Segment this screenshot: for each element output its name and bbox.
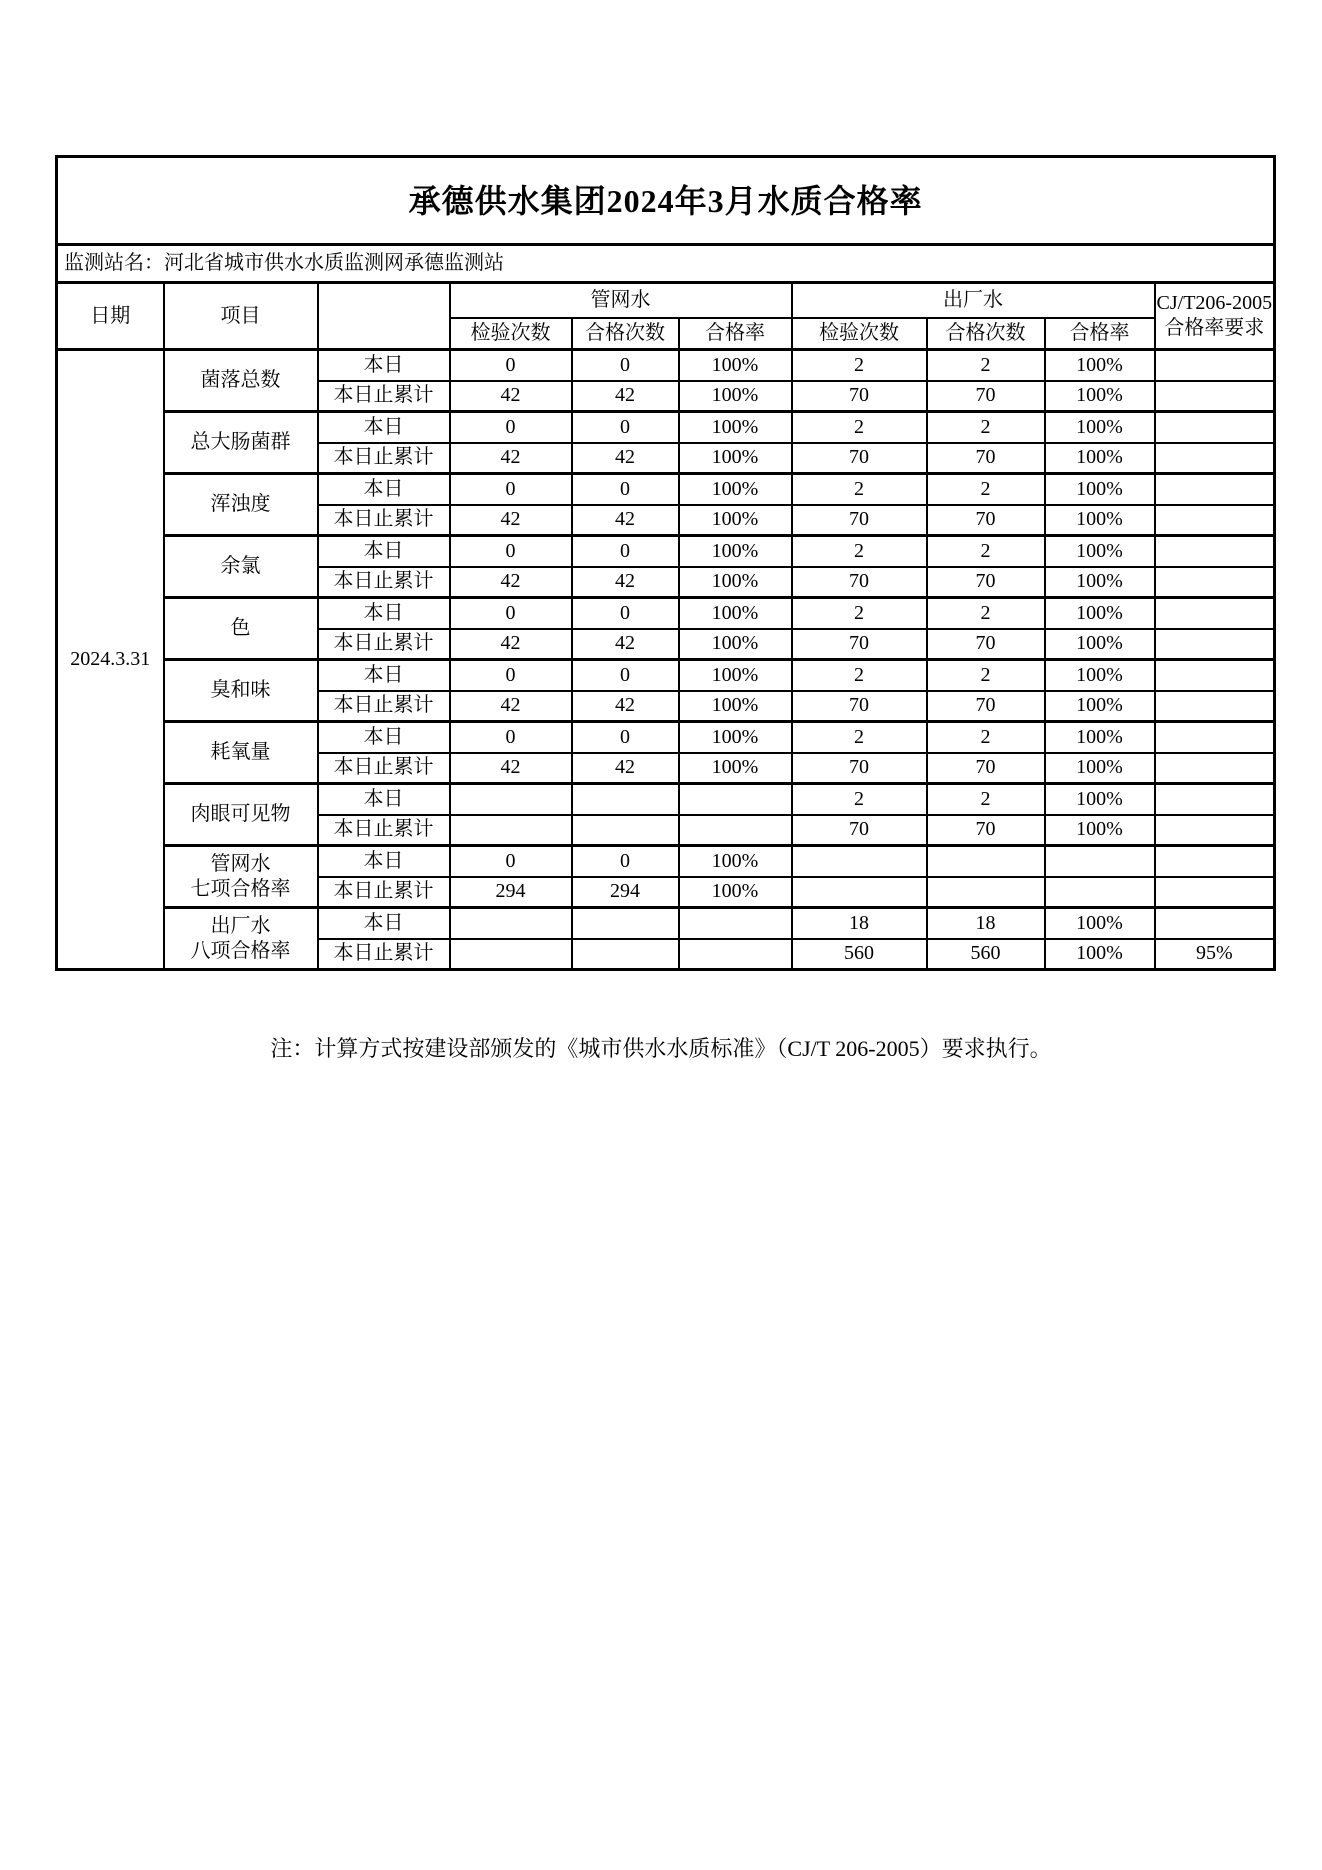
table-row [57,846,1275,877]
value-cell: 0 [572,350,679,381]
item-name: 出厂水 [210,914,271,937]
row-type-cell: 本日止累计 [318,381,450,412]
table-row [57,474,1275,505]
value-cell: 100% [1045,474,1155,505]
item-name: 肉眼可见物 [190,803,291,825]
header-pipe-pass-count: 合格次数 [572,318,679,350]
value-cell: 0 [572,412,679,443]
value-cell: 100% [679,846,792,877]
value-cell: 2 [792,350,927,381]
value-cell [679,784,792,815]
value-cell: 42 [450,443,572,474]
value-cell [792,877,927,908]
value-cell: 100% [679,350,792,381]
title-row [57,157,1275,245]
value-cell [1155,381,1275,412]
value-cell [450,939,572,970]
item-name-cell [164,660,318,722]
value-cell: 2 [927,660,1045,691]
header-row-1 [57,283,1275,318]
value-cell: 100% [1045,722,1155,753]
value-cell: 2 [792,536,927,567]
header-plant-pass-rate: 合格率 [1045,318,1155,350]
header-item: 项目 [164,283,318,350]
value-cell [450,908,572,939]
value-cell: 70 [792,815,927,846]
value-cell: 0 [450,598,572,629]
value-cell: 42 [572,629,679,660]
value-cell: 0 [450,412,572,443]
row-type-cell: 本日 [318,350,450,381]
item-name-cell [164,908,318,970]
row-type-cell: 本日止累计 [318,443,450,474]
value-cell: 100% [1045,660,1155,691]
value-cell [450,815,572,846]
value-cell [1155,722,1275,753]
header-standard [1155,283,1275,350]
value-cell: 100% [679,536,792,567]
value-cell: 100% [679,474,792,505]
value-cell: 2 [927,474,1045,505]
row-type-cell: 本日 [318,536,450,567]
value-cell: 100% [679,629,792,660]
value-cell: 100% [1045,598,1155,629]
value-cell: 100% [1045,412,1155,443]
value-cell [927,846,1045,877]
value-cell: 42 [572,567,679,598]
value-cell: 2 [927,598,1045,629]
date-cell: 2024.3.31 [57,350,164,970]
value-cell: 42 [572,691,679,722]
item-name-cell [164,350,318,412]
value-cell [679,939,792,970]
value-cell: 70 [927,443,1045,474]
row-type-cell: 本日止累计 [318,567,450,598]
row-type-cell: 本日止累计 [318,691,450,722]
item-name-cell [164,474,318,536]
value-cell [1155,815,1275,846]
value-cell: 100% [1045,815,1155,846]
station-row [57,245,1275,283]
item-name: 色 [230,617,251,639]
value-cell: 294 [572,877,679,908]
value-cell: 100% [679,443,792,474]
table-row [57,412,1275,443]
value-cell: 560 [792,939,927,970]
value-cell: 2 [792,412,927,443]
value-cell [1155,474,1275,505]
value-cell: 2 [927,412,1045,443]
value-cell: 100% [1045,908,1155,939]
value-cell [1155,536,1275,567]
table-row [57,784,1275,815]
header-pipe-water: 管网水 [450,283,792,318]
item-name: 浑浊度 [210,493,271,515]
value-cell: 100% [1045,381,1155,412]
value-cell: 560 [927,939,1045,970]
value-cell [1155,908,1275,939]
value-cell: 70 [792,691,927,722]
value-cell: 2 [927,784,1045,815]
value-cell [450,784,572,815]
table-row [57,350,1275,381]
value-cell: 2 [792,598,927,629]
item-name: 菌落总数 [200,369,281,391]
table-row [57,908,1275,939]
row-type-cell: 本日 [318,908,450,939]
item-name-cell [164,536,318,598]
row-type-cell: 本日 [318,784,450,815]
value-cell: 42 [450,753,572,784]
value-cell: 70 [927,753,1045,784]
value-cell: 0 [572,846,679,877]
value-cell [927,877,1045,908]
value-cell [572,908,679,939]
value-cell: 70 [927,691,1045,722]
header-plant-test-count: 检验次数 [792,318,927,350]
value-cell [1155,877,1275,908]
item-name: 管网水 [210,852,271,875]
value-cell: 0 [572,474,679,505]
water-quality-table [55,155,1276,971]
value-cell: 0 [450,474,572,505]
value-cell: 100% [1045,536,1155,567]
station-name: 监测站名：河北省城市供水水质监测网承德监测站 [57,245,1275,283]
value-cell: 100% [1045,350,1155,381]
value-cell [572,815,679,846]
value-cell: 42 [450,381,572,412]
value-cell: 100% [1045,567,1155,598]
value-cell [1155,598,1275,629]
header-pipe-pass-rate: 合格率 [679,318,792,350]
item-name-cell [164,722,318,784]
value-cell: 2 [792,660,927,691]
value-cell [572,784,679,815]
value-cell [1155,443,1275,474]
value-cell: 0 [450,536,572,567]
value-cell: 100% [1045,784,1155,815]
value-cell: 42 [450,505,572,536]
value-cell [679,815,792,846]
value-cell: 100% [1045,939,1155,970]
item-name: 余氯 [220,555,261,577]
item-name-cell [164,784,318,846]
item-name-cell [164,598,318,660]
value-cell: 70 [927,629,1045,660]
value-cell: 70 [927,815,1045,846]
value-cell: 42 [450,567,572,598]
value-cell: 70 [792,629,927,660]
row-type-cell: 本日 [318,474,450,505]
table-row [57,536,1275,567]
item-name: 臭和味 [210,679,271,701]
value-cell: 100% [1045,753,1155,784]
item-name: 总大肠菌群 [190,431,291,453]
value-cell [572,939,679,970]
row-type-cell: 本日止累计 [318,877,450,908]
value-cell: 100% [1045,691,1155,722]
value-cell [1155,753,1275,784]
value-cell [1155,567,1275,598]
value-cell: 100% [1045,629,1155,660]
value-cell: 100% [679,691,792,722]
row-type-cell: 本日 [318,598,450,629]
value-cell [1045,846,1155,877]
value-cell: 100% [679,877,792,908]
value-cell: 42 [450,691,572,722]
header-standard-line2: 合格率要求 [1164,317,1265,339]
value-cell: 2 [927,722,1045,753]
value-cell: 70 [927,567,1045,598]
table-row [57,722,1275,753]
footnote: 注：计算方式按建设部颁发的《城市供水水质标准》（CJ/T 206-2005）要求执行。 [270,1036,1052,1061]
value-cell: 100% [679,722,792,753]
value-cell: 0 [450,722,572,753]
table-row [57,660,1275,691]
value-cell: 42 [450,629,572,660]
row-type-cell: 本日止累计 [318,629,450,660]
value-cell: 0 [450,846,572,877]
value-cell: 42 [572,443,679,474]
row-type-cell: 本日 [318,846,450,877]
report-title: 承德供水集团2024年3月水质合格率 [57,157,1275,245]
value-cell: 100% [679,505,792,536]
value-cell: 42 [572,381,679,412]
value-cell: 2 [792,474,927,505]
value-cell: 2 [927,536,1045,567]
value-cell [1045,877,1155,908]
row-type-cell: 本日止累计 [318,939,450,970]
header-plant-pass-count: 合格次数 [927,318,1045,350]
value-cell [1155,784,1275,815]
value-cell: 0 [450,660,572,691]
value-cell: 42 [572,505,679,536]
value-cell [792,846,927,877]
value-cell [1155,660,1275,691]
value-cell: 0 [572,722,679,753]
value-cell [1155,629,1275,660]
value-cell [1155,691,1275,722]
value-cell: 0 [450,350,572,381]
value-cell: 70 [927,505,1045,536]
item-name-line2: 八项合格率 [190,939,291,962]
value-cell [679,908,792,939]
value-cell [1155,846,1275,877]
value-cell: 0 [572,598,679,629]
value-cell: 100% [679,412,792,443]
header-plant-water: 出厂水 [792,283,1155,318]
value-cell: 2 [792,722,927,753]
row-type-cell: 本日止累计 [318,815,450,846]
header-blank-cell [318,283,450,350]
value-cell: 70 [792,381,927,412]
value-cell: 100% [679,660,792,691]
value-cell: 95% [1155,939,1275,970]
header-standard-line1: CJ/T206-2005 [1156,292,1273,314]
item-name-cell [164,846,318,908]
value-cell: 70 [927,381,1045,412]
value-cell: 70 [792,505,927,536]
value-cell: 100% [1045,505,1155,536]
row-type-cell: 本日止累计 [318,753,450,784]
item-name: 耗氧量 [210,741,271,763]
header-pipe-test-count: 检验次数 [450,318,572,350]
value-cell: 0 [572,660,679,691]
header-date: 日期 [57,283,164,350]
value-cell: 18 [927,908,1045,939]
row-type-cell: 本日 [318,412,450,443]
value-cell: 100% [679,598,792,629]
item-name-line2: 七项合格率 [190,877,291,900]
value-cell: 2 [792,784,927,815]
value-cell: 100% [679,567,792,598]
value-cell: 100% [679,753,792,784]
row-type-cell: 本日 [318,660,450,691]
value-cell: 100% [679,381,792,412]
table-row [57,598,1275,629]
value-cell: 70 [792,567,927,598]
value-cell: 70 [792,443,927,474]
value-cell: 18 [792,908,927,939]
item-name-cell [164,412,318,474]
value-cell [1155,412,1275,443]
value-cell [1155,350,1275,381]
value-cell: 42 [572,753,679,784]
row-type-cell: 本日 [318,722,450,753]
value-cell: 100% [1045,443,1155,474]
value-cell: 70 [792,753,927,784]
row-type-cell: 本日止累计 [318,505,450,536]
value-cell [1155,505,1275,536]
value-cell: 0 [572,536,679,567]
value-cell: 294 [450,877,572,908]
value-cell: 2 [927,350,1045,381]
